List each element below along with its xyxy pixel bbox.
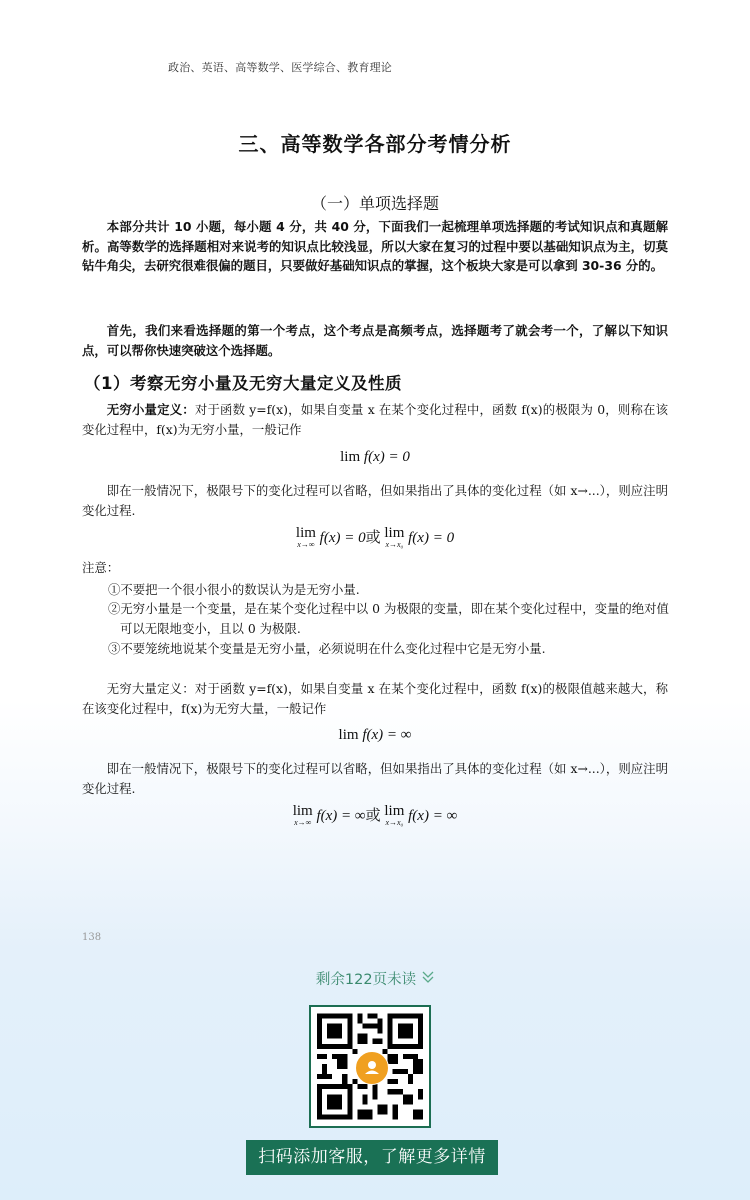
remaining-pages-label: 剩余122页未读 — [315, 972, 417, 988]
note-item-3: ③不要笼统地说某个变量是无穷小量，必须说明在什么变化过程中它是无穷小量. — [108, 641, 546, 656]
notes-label: 注意： — [82, 560, 120, 575]
infinity-note: 即在一般情况下，极限号下的变化过程可以省略，但如果指出了具体的变化过程（如 x→...），则应注明变化过程. — [82, 761, 668, 796]
intro-paragraph: 本部分共计 10 小题，每小题 4 分，共 40 分，下面我们一起梳理单项选择题的考试知识点和真题解析。高等数学的选择题相对来说考的知识点比较浅显，所以大家在复习的过程中要以基础知识点为主，切莫钻牛角尖，去研究很难很偏的题目，只要做好基础知识点的掌握，这个板块大家是可以拿到 30-36 分的。 — [82, 219, 668, 273]
formula-body: f(x) = 0 — [363, 449, 410, 465]
double-chevron-down-icon — [422, 971, 434, 987]
formula-body: f(x) = ∞ — [362, 727, 412, 743]
lim-x-to-infinity: lim x→∞ — [292, 803, 313, 827]
lim-x-to-x0: lim x→x₀ — [384, 525, 405, 549]
formula-infinity — [0, 727, 750, 744]
first-point-paragraph: 首先，我们来看选择题的第一个考点，这个考点是高频考点，选择题考了就会考一个，了解以下知识点，可以帮你快速突破这个选择题。 — [82, 323, 668, 358]
page-number: 138 — [82, 932, 102, 943]
formula-right-body: f(x) = ∞ — [408, 808, 458, 824]
lim-symbol: lim — [340, 449, 361, 465]
infinitesimal-note: 即在一般情况下，极限号下的变化过程可以省略，但如果指出了具体的变化过程（如 x→...），则应注明变化过程. — [82, 483, 668, 518]
section-title: （一）单项选择题 — [310, 194, 439, 213]
chapter-title: 三、高等数学各部分考情分析 — [238, 132, 512, 156]
note-item-2: ②无穷小量是一个变量，是在某个变化过程中以 0 为极限的变量，即在某个变化过程中，变量的绝对值可以无限地变小，且以 0 为极限. — [108, 601, 669, 636]
formula-infinitesimal-variants — [0, 526, 750, 549]
infinity-definition: 无穷大量定义：对于函数 y=f(x)，如果自变量 x 在某个变化过程中，函数 f(x)的极限值越来越大，称在该变化过程中，f(x)为无穷大量，一般记作 — [82, 681, 668, 716]
user-icon — [355, 1051, 389, 1085]
note-item-1: ①不要把一个很小很小的数误认为是无穷小量. — [108, 582, 360, 597]
infinitesimal-text: 对于函数 y=f(x)，如果自变量 x 在某个变化过程中，函数 f(x)的极限为 0，则称在该变化过程中，f(x)为无穷小量，一般记作 — [82, 402, 668, 437]
formula-infinity-variants — [0, 804, 750, 827]
qr-code — [309, 1005, 431, 1128]
formula-infinitesimal — [0, 449, 750, 466]
subsection-title: （1）考察无穷小量及无穷大量定义及性质 — [84, 374, 402, 393]
lim-x-to-x0: lim x→x₀ — [384, 803, 405, 827]
running-head: 政治、英语、高等数学、医学综合、教育理论 — [168, 61, 392, 74]
infinitesimal-definition — [82, 400, 668, 439]
formula-left-body: f(x) = ∞ — [316, 808, 366, 824]
lim-x-to-infinity: lim x→∞ — [295, 525, 316, 549]
or-word: 或 — [365, 530, 381, 546]
contact-service-button[interactable]: 扫码添加客服，了解更多详情 — [246, 1140, 498, 1175]
infinitesimal-label: 无穷小量定义： — [106, 402, 195, 417]
or-word: 或 — [365, 808, 381, 824]
lim-symbol: lim — [338, 727, 359, 743]
formula-right-body: f(x) = 0 — [408, 530, 455, 546]
remaining-pages-button[interactable] — [0, 968, 750, 989]
formula-left-body: f(x) = 0 — [319, 530, 366, 546]
